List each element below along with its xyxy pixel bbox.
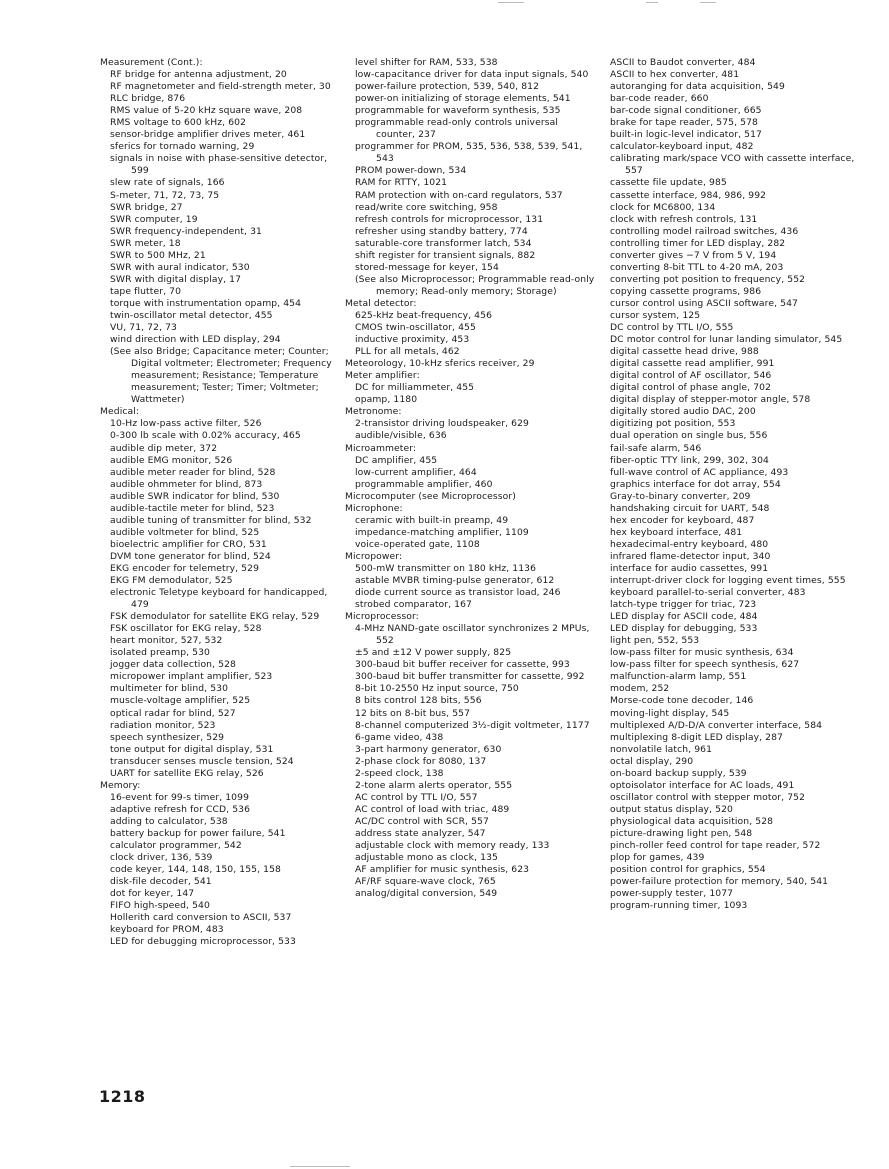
index-entry: tone output for digital display, 531 (110, 743, 274, 755)
index-heading: hex encoder for keyboard, 487 (610, 514, 755, 526)
index-entry: PLL for all metals, 462 (355, 346, 460, 358)
page-number: 1218 (99, 1087, 146, 1106)
index-entry: low-current amplifier, 464 (355, 466, 477, 478)
index-entry: disk-file decoder, 541 (110, 876, 212, 888)
index-heading: power-failure protection for memory, 540, 541 (610, 876, 829, 888)
index-heading: fail-safe alarm, 546 (610, 442, 702, 454)
index-heading: moving-light display, 545 (610, 707, 730, 719)
index-entry: 8 bits control 128 bits, 556 (355, 695, 482, 707)
index-entry: sferics for tornado warning, 29 (110, 141, 255, 153)
index-entry: RLC bridge, 876 (110, 93, 186, 105)
index-entry: jogger data collection, 528 (110, 659, 236, 671)
index-heading: pinch-roller feed control for tape reader, 572 (610, 840, 821, 852)
index-entry: 10-Hz low-pass active filter, 526 (110, 418, 262, 430)
index-heading: modem, 252 (610, 683, 670, 695)
index-heading: digital cassette head drive, 988 (610, 346, 759, 358)
index-heading: low-pass filter for music synthesis, 634 (610, 647, 794, 659)
index-heading: hexadecimal-entry keyboard, 480 (610, 538, 769, 550)
index-entry: RMS value of 5-20 kHz square wave, 208 (110, 105, 303, 117)
index-entry: DC for milliammeter, 455 (355, 382, 475, 394)
index-entry: 625-kHz beat-frequency, 456 (355, 309, 493, 321)
index-entry: wind direction with LED display, 294 (110, 334, 281, 346)
index-entry: power-on initializing of storage elements, 541 (355, 93, 571, 105)
index-entry: UART for satellite EKG relay, 526 (110, 767, 264, 779)
index-entry: programmer for PROM, 535, 536, 538, 539, 541, 543 (355, 141, 583, 165)
index-entry: ±5 and ±12 V power supply, 825 (355, 647, 512, 659)
index-entry: opamp, 1180 (355, 394, 418, 406)
index-heading: cursor control using ASCII software, 547 (610, 297, 798, 309)
index-heading: Metal detector: (345, 297, 417, 309)
index-entry: EKG FM demodulator, 525 (110, 575, 233, 587)
index-entry: 2-tone alarm alerts operator, 555 (355, 779, 513, 791)
index-entry: signals in noise with phase-sensitive detector, 599 (110, 153, 328, 177)
scan-mark-top-3 (700, 2, 716, 3)
index-entry: stored-message for keyer, 154 (355, 261, 499, 273)
index-heading: bar-code signal conditioner, 665 (610, 105, 762, 117)
index-column-left (100, 57, 340, 948)
index-entry: programmable for waveform synthesis, 535 (355, 105, 561, 117)
index-heading: converter gives −7 V from 5 V, 194 (610, 249, 777, 261)
index-entry: speech synthesizer, 529 (110, 731, 225, 743)
index-entry: 300-baud bit buffer receiver for cassette, 993 (355, 659, 570, 671)
index-entry: battery backup for power failure, 541 (110, 828, 286, 839)
index-entry: audible EMG monitor, 526 (110, 454, 233, 466)
index-entry: Hollerith card conversion to ASCII, 537 (110, 912, 292, 924)
index-entry: DC amplifier, 455 (355, 454, 438, 466)
index-entry: torque with instrumentation opamp, 454 (110, 297, 302, 309)
index-entry: audible dip meter, 372 (110, 442, 218, 454)
index-entry: tape flutter, 70 (110, 285, 182, 297)
index-entry: 2-speed clock, 138 (355, 767, 444, 779)
index-entry: CMOS twin-oscillator, 455 (355, 322, 476, 334)
index-entry: analog/digital conversion, 549 (355, 888, 498, 900)
index-heading: power-supply tester, 1077 (610, 888, 734, 900)
index-entry: power-failure protection, 539, 540, 812 (355, 81, 540, 93)
index-entry: VU, 71, 72, 73 (110, 322, 178, 334)
index-entry: impedance-matching amplifier, 1109 (355, 526, 529, 538)
index-entry: inductive proximity, 453 (355, 334, 470, 346)
index-entry: multimeter for blind, 530 (110, 683, 229, 695)
index-column-middle (345, 57, 595, 900)
index-heading: controlling timer for LED display, 282 (610, 237, 786, 249)
index-heading: plop for games, 439 (610, 852, 705, 864)
index-heading: copying cassette programs, 986 (610, 285, 762, 297)
index-column-right (610, 57, 868, 912)
index-heading: Microammeter: (345, 442, 417, 454)
index-heading: converting 8-bit TTL to 4-20 mA, 203 (610, 261, 784, 273)
index-heading: bar-code reader, 660 (610, 93, 709, 105)
index-entry: LED for debugging microprocessor, 533 (110, 936, 296, 948)
index-entry: SWR with aural indicator, 530 (110, 261, 250, 273)
index-entry: code keyer, 144, 148, 150, 155, 158 (110, 864, 281, 876)
index-heading: handshaking circuit for UART, 548 (610, 502, 770, 514)
index-entry: audible/visible, 636 (355, 430, 447, 442)
index-entry: astable MVBR timing-pulse generator, 612 (355, 575, 555, 587)
index-entry: adjustable mono as clock, 135 (355, 852, 498, 864)
index-entry: 8-channel computerized 3½-digit voltmeter, 1177 (355, 719, 590, 731)
index-entry: SWR frequency-independent, 31 (110, 225, 262, 237)
index-heading: digital cassette read amplifier, 991 (610, 358, 775, 370)
index-heading: digital control of AF oscillator, 546 (610, 370, 772, 382)
index-entry: refresher using standby battery, 774 (355, 225, 528, 237)
index-heading: interrupt-driver clock for logging event times, 555 (610, 575, 846, 587)
index-heading: position control for graphics, 554 (610, 864, 766, 876)
index-entry: PROM power-down, 534 (355, 165, 467, 177)
index-entry: sensor-bridge amplifier drives meter, 461 (110, 129, 306, 141)
index-entry: 3-part harmony generator, 630 (355, 743, 502, 755)
index-heading: dual operation on single bus, 556 (610, 430, 768, 442)
index-heading: Microprocessor: (345, 611, 419, 623)
index-entry: FIFO high-speed, 540 (110, 900, 210, 912)
index-entry: AC control by TTL I/O, 557 (355, 791, 478, 803)
index-entry: SWR meter, 18 (110, 237, 181, 249)
index-entry: heart monitor, 527, 532 (110, 635, 223, 647)
index-entry: ceramic with built-in preamp, 49 (355, 514, 509, 526)
index-entry: bioelectric amplifier for CRO, 531 (110, 538, 267, 550)
index-heading: low-pass filter for speech synthesis, 627 (610, 659, 800, 671)
index-entry: RAM protection with on-card regulators, 537 (355, 189, 563, 201)
index-entry: AC/DC control with SCR, 557 (355, 815, 489, 827)
index-entry: 0-300 lb scale with 0.02% accuracy, 465 (110, 430, 301, 442)
index-entry: address state analyzer, 547 (355, 828, 486, 839)
index-entry: AF/RF square-wave clock, 765 (355, 876, 496, 888)
index-entry: audible voltmeter for blind, 525 (110, 526, 260, 538)
index-heading: Microphone: (345, 502, 403, 514)
index-heading: calibrating mark/space VCO with cassette interface, 557 (610, 153, 855, 177)
index-entry: programmable amplifier, 460 (355, 478, 493, 490)
index-heading: Meteorology, 10-kHz sferics receiver, 29 (345, 358, 535, 370)
index-entry: adding to calculator, 538 (110, 815, 228, 827)
index-entry: AF amplifier for music synthesis, 623 (355, 864, 530, 876)
index-entry: 8-bit 10-2550 Hz input source, 750 (355, 683, 519, 695)
index-entry: SWR to 500 MHz, 21 (110, 249, 206, 261)
index-entry: keyboard for PROM, 483 (110, 924, 224, 936)
index-heading: oscillator control with stepper motor, 752 (610, 791, 806, 803)
index-entry: refresh controls for microprocessor, 131 (355, 213, 544, 225)
index-heading: digitally stored audio DAC, 200 (610, 406, 756, 418)
index-entry: SWR computer, 19 (110, 213, 198, 225)
index-entry: voice-operated gate, 1108 (355, 538, 480, 550)
index-heading: keyboard parallel-to-serial converter, 483 (610, 587, 806, 599)
index-heading: fiber-optic TTY link, 299, 302, 304 (610, 454, 770, 466)
index-entry: RF bridge for antenna adjustment, 20 (110, 69, 287, 81)
index-entry: muscle-voltage amplifier, 525 (110, 695, 251, 707)
index-entry: level shifter for RAM, 533, 538 (355, 57, 498, 68)
index-heading: LED display for debugging, 533 (610, 623, 758, 635)
index-heading: cassette interface, 984, 986, 992 (610, 189, 767, 201)
index-entry: calculator programmer, 542 (110, 840, 242, 852)
index-entry: audible-tactile meter for blind, 523 (110, 502, 275, 514)
index-entry: S-meter, 71, 72, 73, 75 (110, 189, 220, 201)
index-entry: 300-baud bit buffer transmitter for cassette, 992 (355, 671, 585, 683)
index-heading: Medical: (100, 406, 140, 418)
index-heading: ASCII to Baudot converter, 484 (610, 57, 756, 68)
index-entry: (See also Bridge; Capacitance meter; Counter; Digital voltmeter; Electrometer; Frequency measurement; Resistance; Temperature measurement; Tester; Timer; Voltmeter; Wattmeter) (110, 346, 332, 406)
index-entry: audible ohmmeter for blind, 873 (110, 478, 263, 490)
index-entry: electronic Teletype keyboard for handicapped, 479 (110, 587, 328, 611)
index-entry: transducer senses muscle tension, 524 (110, 755, 294, 767)
index-entry: 4-MHz NAND-gate oscillator synchronizes 2 MPUs, 552 (355, 623, 590, 647)
index-heading: digital display of stepper-motor angle, 578 (610, 394, 811, 406)
index-heading: malfunction-alarm lamp, 551 (610, 671, 747, 683)
index-entry: micropower implant amplifier, 523 (110, 671, 273, 683)
scan-mark-bottom (290, 1166, 350, 1167)
index-entry: optical radar for blind, 527 (110, 707, 236, 719)
index-heading: Micropower: (345, 550, 403, 562)
index-entry: audible tuning of transmitter for blind, 532 (110, 514, 312, 526)
index-heading: output status display, 520 (610, 803, 733, 815)
index-heading: Measurement (Cont.): (100, 57, 203, 68)
index-heading: controlling model railroad switches, 436 (610, 225, 799, 237)
index-heading: calculator-keyboard input, 482 (610, 141, 754, 153)
index-heading: Gray-to-binary converter, 209 (610, 490, 751, 502)
index-entry: audible meter reader for blind, 528 (110, 466, 276, 478)
index-entry: 16-event for 99-s timer, 1099 (110, 791, 250, 803)
index-heading: built-in logic-level indicator, 517 (610, 129, 762, 141)
index-entry: clock driver, 136, 539 (110, 852, 213, 864)
index-entry: 6-game video, 438 (355, 731, 444, 743)
index-heading: nonvolatile latch, 961 (610, 743, 713, 755)
scan-mark-top-2 (646, 2, 658, 3)
index-heading: DC control by TTL I/O, 555 (610, 322, 734, 334)
index-entry: 2-transistor driving loudspeaker, 629 (355, 418, 529, 430)
index-entry: read/write core switching, 958 (355, 201, 498, 213)
index-heading: Microcomputer (see Microprocessor) (345, 490, 516, 502)
index-heading: hex keyboard interface, 481 (610, 526, 743, 538)
index-entry: saturable-core transformer latch, 534 (355, 237, 532, 249)
index-heading: full-wave control of AC appliance, 493 (610, 466, 789, 478)
index-entry: AC control of load with triac, 489 (355, 803, 510, 815)
index-heading: clock for MC6800, 134 (610, 201, 716, 213)
index-entry: EKG encoder for telemetry, 529 (110, 562, 260, 574)
index-entry: 2-phase clock for 8080, 137 (355, 755, 487, 767)
index-entry: twin-oscillator metal detector, 455 (110, 309, 273, 321)
index-entry: shift register for transient signals, 882 (355, 249, 536, 261)
index-heading: light pen, 552, 553 (610, 635, 700, 647)
index-entry: radiation monitor, 523 (110, 719, 216, 731)
index-heading: ASCII to hex converter, 481 (610, 69, 740, 81)
index-heading: Meter amplifier: (345, 370, 420, 382)
index-entry: (See also Microprocessor; Programmable read-only memory; Read-only memory; Storage) (355, 273, 595, 297)
index-entry: diode current source as transistor load, 246 (355, 587, 561, 599)
index-heading: cursor system, 125 (610, 309, 701, 321)
index-entry: FSK oscillator for EKG relay, 528 (110, 623, 262, 635)
scan-mark-top-1 (498, 2, 524, 3)
index-entry: slew rate of signals, 166 (110, 177, 225, 189)
index-heading: multiplexing 8-digit LED display, 287 (610, 731, 783, 743)
index-heading: digital control of phase angle, 702 (610, 382, 772, 394)
index-heading: brake for tape reader, 575, 578 (610, 117, 758, 129)
index-entry: isolated preamp, 530 (110, 647, 210, 659)
index-entry: 12 bits on 8-bit bus, 557 (355, 707, 471, 719)
index-entry: low-capacitance driver for data input signals, 540 (355, 69, 589, 81)
index-entry: strobed comparator, 167 (355, 599, 472, 611)
index-entry: FSK demodulator for satellite EKG relay, 529 (110, 611, 320, 623)
index-heading: picture-drawing light pen, 548 (610, 828, 753, 839)
index-heading: Memory: (100, 779, 141, 791)
index-heading: autoranging for data acquisition, 549 (610, 81, 785, 93)
index-entry: RMS voltage to 600 kHz, 602 (110, 117, 247, 129)
index-entry: 500-mW transmitter on 180 kHz, 1136 (355, 562, 537, 574)
index-entry: programmable read-only controls universal counter, 237 (355, 117, 558, 141)
index-entry: RAM for RTTY, 1021 (355, 177, 448, 189)
index-entry: adaptive refresh for CCD, 536 (110, 803, 251, 815)
index-heading: LED display for ASCII code, 484 (610, 611, 758, 623)
index-heading: clock with refresh controls, 131 (610, 213, 758, 225)
index-heading: converting pot position to frequency, 552 (610, 273, 806, 285)
index-entry: DVM tone generator for blind, 524 (110, 550, 271, 562)
index-entry: SWR bridge, 27 (110, 201, 183, 213)
index-entry: SWR with digital display, 17 (110, 273, 242, 285)
index-heading: DC motor control for lunar landing simulator, 545 (610, 334, 843, 346)
index-entry: audible SWR indicator for blind, 530 (110, 490, 280, 502)
index-heading: graphics interface for dot array, 554 (610, 478, 781, 490)
index-heading: Morse-code tone decoder, 146 (610, 695, 754, 707)
index-heading: octal display, 290 (610, 755, 694, 767)
index-heading: Metronome: (345, 406, 402, 418)
index-heading: optoisolator interface for AC loads, 491 (610, 779, 795, 791)
index-heading: program-running timer, 1093 (610, 900, 748, 912)
index-heading: interface for audio cassettes, 991 (610, 562, 769, 574)
index-entry: RF magnetometer and field-strength meter, 30 (110, 81, 331, 93)
index-heading: cassette file update, 985 (610, 177, 727, 189)
index-heading: on-board backup supply, 539 (610, 767, 747, 779)
index-heading: latch-type trigger for triac, 723 (610, 599, 757, 611)
index-heading: physiological data acquisition, 528 (610, 815, 774, 827)
index-heading: digitizing pot position, 553 (610, 418, 736, 430)
index-heading: multiplexed A/D-D/A converter interface, 584 (610, 719, 823, 731)
index-entry: dot for keyer, 147 (110, 888, 195, 900)
index-heading: infrared flame-detector input, 340 (610, 550, 771, 562)
index-entry: adjustable clock with memory ready, 133 (355, 840, 550, 852)
